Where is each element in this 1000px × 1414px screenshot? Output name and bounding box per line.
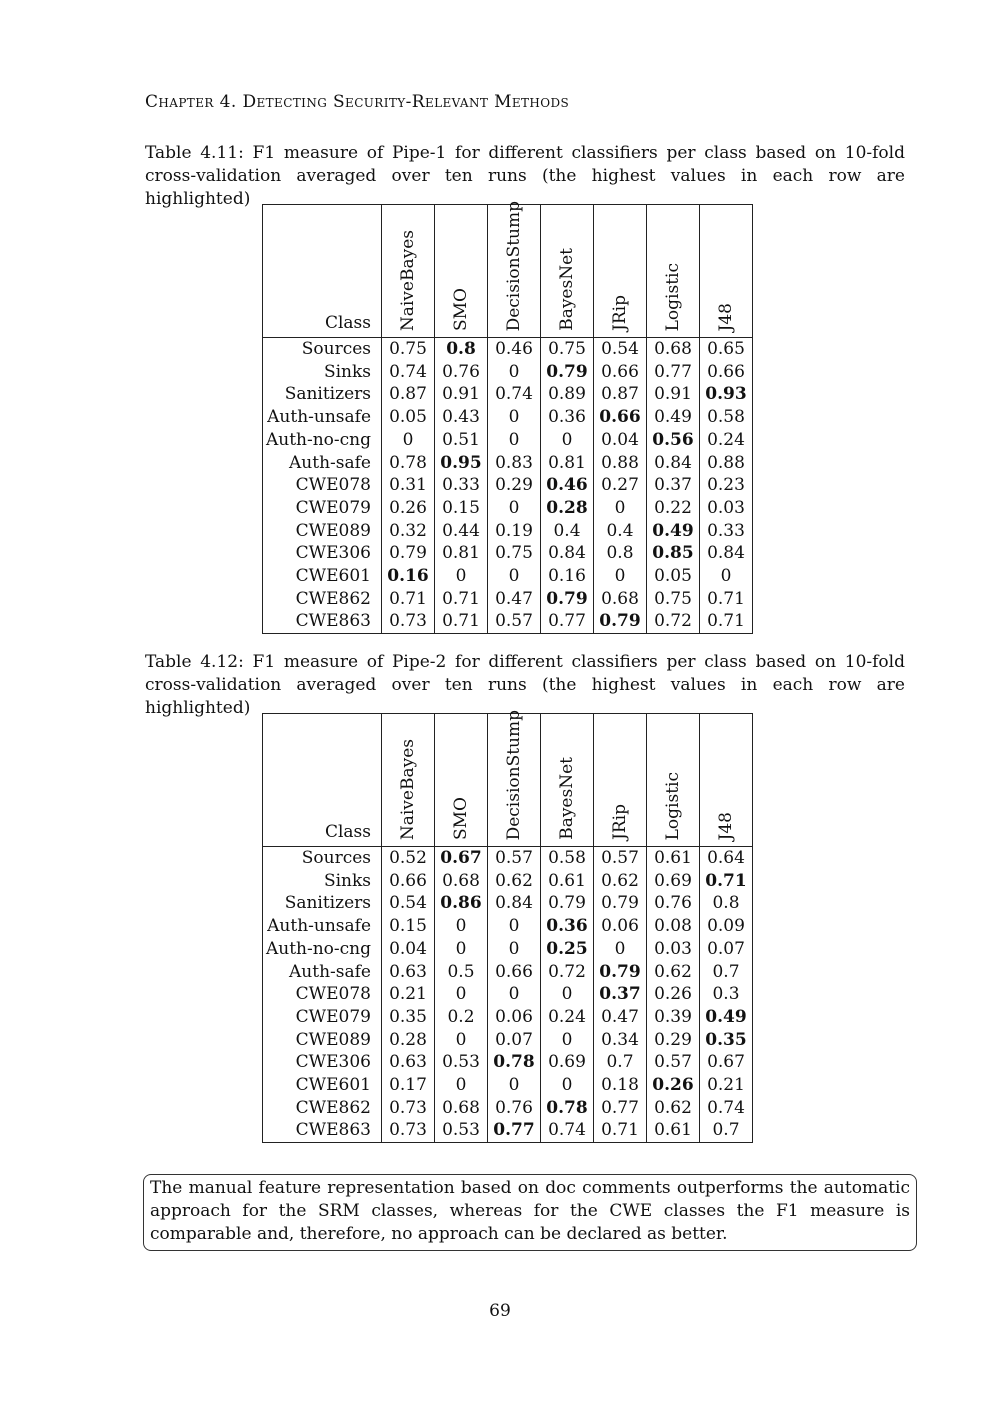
table-cell: 0.93 [700,383,753,406]
table-cell: 0.49 [647,406,700,429]
table-row [263,361,753,384]
table-cell: 0.61 [541,870,594,893]
table-cell: 0 [435,915,488,938]
table-cell: 0.07 [488,1029,541,1052]
row-label: Sanitizers [263,892,382,915]
table-cell: 0.71 [435,610,488,633]
table-cell: 0.91 [647,383,700,406]
table-cell: 0.22 [647,497,700,520]
table-cell: 0.8 [435,338,488,361]
table-cell: 0.5 [435,961,488,984]
table-row [263,610,753,633]
table-cell: 0.71 [435,588,488,611]
table-cell: 0 [435,983,488,1006]
table-cell: 0.75 [541,338,594,361]
row-label: Sources [263,847,382,870]
table-cell: 0.78 [541,1097,594,1120]
table-cell: 0 [700,565,753,588]
table-row [263,429,753,452]
table-row [263,1097,753,1120]
table-cell: 0.37 [594,983,647,1006]
table-cell: 0 [541,1074,594,1097]
table-cell: 0.23 [700,474,753,497]
table-cell: 0.74 [700,1097,753,1120]
table-cell: 0.61 [647,1119,700,1142]
column-header-label: Logistic [663,771,683,840]
table-row [263,474,753,497]
table-row [263,983,753,1006]
table-cell: 0.75 [488,542,541,565]
row-label: CWE863 [263,610,382,633]
table-cell: 0.84 [700,542,753,565]
table-cell: 0.87 [382,383,435,406]
table-cell: 0.71 [382,588,435,611]
table-cell: 0.81 [541,452,594,475]
table-cell: 0.76 [647,892,700,915]
table-cell: 0.79 [541,361,594,384]
column-header-label: DecisionStump [504,200,524,331]
table-cell: 0.8 [594,542,647,565]
row-label: CWE079 [263,497,382,520]
table-cell: 0.61 [647,847,700,870]
column-header-label: NaiveBayes [398,738,418,840]
table-cell: 0 [541,1029,594,1052]
row-label: Sinks [263,870,382,893]
table-row [263,1051,753,1074]
column-header-label: BayesNet [557,248,577,331]
table-row [263,1074,753,1097]
column-header-label: JRip [610,804,630,840]
table-cell: 0.4 [594,520,647,543]
table-cell: 0.73 [382,1119,435,1142]
table-cell: 0.21 [382,983,435,1006]
column-header-jrip [594,205,647,338]
table-cell: 0.53 [435,1051,488,1074]
table-row [263,961,753,984]
table-4-12-caption: Table 4.12: F1 measure of Pipe-2 for different classifiers per class based on 10-fold cross-validation averaged over ten runs (the highest values in each row are highlighted) [145,652,905,718]
table-cell: 0.08 [647,915,700,938]
table-cell: 0 [488,915,541,938]
table-cell: 0.89 [541,383,594,406]
table-cell: 0.26 [647,983,700,1006]
table-cell: 0.57 [594,847,647,870]
table-cell: 0.26 [647,1074,700,1097]
row-label: CWE078 [263,474,382,497]
table-cell: 0.3 [700,983,753,1006]
row-label: Auth-no-cng [263,429,382,452]
table-row [263,588,753,611]
column-header-label: SMO [451,797,471,840]
table-cell: 0.35 [382,1006,435,1029]
table-cell: 0.04 [594,429,647,452]
table-cell: 0.35 [700,1029,753,1052]
table-cell: 0 [488,938,541,961]
table-cell: 0.73 [382,1097,435,1120]
table-cell: 0.34 [594,1029,647,1052]
table-cell: 0.75 [647,588,700,611]
column-header-j48 [700,714,753,847]
row-label: Sanitizers [263,383,382,406]
table-cell: 0 [435,565,488,588]
table-cell: 0.24 [541,1006,594,1029]
row-label: CWE078 [263,983,382,1006]
table-cell: 0.71 [594,1119,647,1142]
table-body [263,847,753,1143]
table-row [263,915,753,938]
table-cell: 0.77 [594,1097,647,1120]
table-cell: 0 [594,565,647,588]
table-cell: 0.56 [647,429,700,452]
table-cell: 0.19 [488,520,541,543]
table-cell: 0.84 [541,542,594,565]
table-cell: 0.36 [541,406,594,429]
column-header-j48 [700,205,753,338]
class-column-header: Class [263,205,382,338]
table-cell: 0.68 [435,870,488,893]
table-cell: 0.52 [382,847,435,870]
column-header-label: Logistic [663,262,683,331]
table-cell: 0.78 [488,1051,541,1074]
table-cell: 0.54 [594,338,647,361]
row-label: Auth-safe [263,961,382,984]
table-row [263,847,753,870]
row-label: CWE863 [263,1119,382,1142]
table-cell: 0.58 [541,847,594,870]
row-label: CWE601 [263,1074,382,1097]
table-cell: 0.81 [435,542,488,565]
summary-box: The manual feature representation based on doc comments outperforms the automatic approach for the SRM classes, whereas for the CWE classes the F1 measure is comparable and, therefore, no approach can be declared as better. [143,1174,917,1251]
table-cell: 0.05 [382,406,435,429]
table-cell: 0.74 [382,361,435,384]
table-cell: 0.7 [700,961,753,984]
table-cell: 0.79 [382,542,435,565]
column-header-naivebayes [382,714,435,847]
table-cell: 0.85 [647,542,700,565]
page-number: 69 [489,1301,511,1321]
table-cell: 0.63 [382,1051,435,1074]
column-header-label: SMO [451,288,471,331]
table-body [263,338,753,634]
table-cell: 0.18 [594,1074,647,1097]
table-cell: 0 [488,429,541,452]
table-cell: 0.49 [700,1006,753,1029]
table-cell: 0.21 [700,1074,753,1097]
table-cell: 0.71 [700,588,753,611]
table-cell: 0.16 [382,565,435,588]
table-cell: 0.49 [647,520,700,543]
column-header-logistic [647,205,700,338]
table-cell: 0 [488,361,541,384]
table-cell: 0.62 [647,961,700,984]
table-cell: 0.66 [382,870,435,893]
table-cell: 0.65 [700,338,753,361]
table-cell: 0.77 [541,610,594,633]
table-cell: 0.79 [594,610,647,633]
column-header-label: NaiveBayes [398,229,418,331]
table-cell: 0 [541,429,594,452]
column-header-bayesnet [541,714,594,847]
table-row [263,565,753,588]
table-cell: 0.87 [594,383,647,406]
table-cell: 0.62 [594,870,647,893]
table-cell: 0.91 [435,383,488,406]
table-cell: 0.76 [488,1097,541,1120]
column-header-label: J48 [716,302,736,331]
table-cell: 0.69 [647,870,700,893]
table-cell: 0.7 [700,1119,753,1142]
table-cell: 0.47 [488,588,541,611]
table-4-11 [262,200,753,634]
table-header-row [263,714,753,847]
table-cell: 0.4 [541,520,594,543]
table-cell: 0.2 [435,1006,488,1029]
table-cell: 0.66 [488,961,541,984]
class-column-header: Class [263,714,382,847]
table-cell: 0.03 [647,938,700,961]
row-label: CWE862 [263,1097,382,1120]
table-cell: 0 [488,497,541,520]
table-cell: 0 [594,497,647,520]
row-label: Sinks [263,361,382,384]
table-row [263,1006,753,1029]
table-cell: 0.51 [435,429,488,452]
table-cell: 0.95 [435,452,488,475]
row-label: CWE089 [263,1029,382,1052]
column-header-decisionstump [488,709,541,847]
table-cell: 0.67 [700,1051,753,1074]
table-cell: 0.88 [700,452,753,475]
table-cell: 0.69 [541,1051,594,1074]
table-cell: 0.15 [382,915,435,938]
row-label: CWE089 [263,520,382,543]
table-cell: 0.86 [435,892,488,915]
table-cell: 0.43 [435,406,488,429]
table-cell: 0 [435,1029,488,1052]
table-cell: 0.72 [541,961,594,984]
table-cell: 0.04 [382,938,435,961]
table-cell: 0.66 [594,361,647,384]
table-row [263,892,753,915]
table-cell: 0 [488,406,541,429]
table-cell: 0.79 [594,961,647,984]
table-row [263,406,753,429]
table-cell: 0.58 [700,406,753,429]
column-header-logistic [647,714,700,847]
table-cell: 0.71 [700,870,753,893]
column-header-label: J48 [716,811,736,840]
table-cell: 0.79 [594,892,647,915]
table-cell: 0.36 [541,915,594,938]
table-cell: 0.63 [382,961,435,984]
table-cell: 0.15 [435,497,488,520]
column-header-decisionstump [488,200,541,338]
table-cell: 0.46 [488,338,541,361]
table-cell: 0.09 [700,915,753,938]
table-cell: 0.77 [488,1119,541,1142]
table-cell: 0.33 [435,474,488,497]
table-cell: 0.28 [382,1029,435,1052]
table-cell: 0.17 [382,1074,435,1097]
table-row [263,870,753,893]
table-cell: 0.57 [647,1051,700,1074]
table-cell: 0.64 [700,847,753,870]
row-label: CWE862 [263,588,382,611]
table-cell: 0.79 [541,588,594,611]
table-cell: 0.68 [435,1097,488,1120]
table-cell: 0.24 [700,429,753,452]
row-label: Auth-no-cng [263,938,382,961]
table-cell: 0 [488,565,541,588]
table-cell: 0.68 [647,338,700,361]
table-4-11-caption: Table 4.11: F1 measure of Pipe-1 for different classifiers per class based on 10-fold cross-validation averaged over ten runs (the highest values in each row are highlighted) [145,143,905,209]
table-row [263,338,753,361]
table-cell: 0 [594,938,647,961]
row-label: Sources [263,338,382,361]
table-cell: 0.57 [488,847,541,870]
row-label: Auth-unsafe [263,915,382,938]
table-cell: 0.29 [488,474,541,497]
row-label: CWE306 [263,542,382,565]
table-cell: 0.77 [647,361,700,384]
table-cell: 0.71 [700,610,753,633]
table-cell: 0 [435,938,488,961]
column-header-smo [435,205,488,338]
table-cell: 0 [541,983,594,1006]
row-label: CWE601 [263,565,382,588]
table-cell: 0.88 [594,452,647,475]
table-row [263,383,753,406]
table-cell: 0.62 [488,870,541,893]
table-cell: 0.16 [541,565,594,588]
table-cell: 0.03 [700,497,753,520]
table-cell: 0.67 [435,847,488,870]
table-cell: 0.7 [594,1051,647,1074]
table-cell: 0 [435,1074,488,1097]
table-cell: 0.78 [382,452,435,475]
table-row [263,938,753,961]
table-cell: 0.84 [647,452,700,475]
table-cell: 0.39 [647,1006,700,1029]
running-header: Chapter 4. Detecting Security-Relevant Methods [145,92,570,112]
table-row [263,520,753,543]
column-header-jrip [594,714,647,847]
table-cell: 0.05 [647,565,700,588]
table-cell: 0.74 [541,1119,594,1142]
table-cell: 0 [488,983,541,1006]
table-cell: 0.27 [594,474,647,497]
table-cell: 0.06 [594,915,647,938]
table-cell: 0.25 [541,938,594,961]
column-header-label: JRip [610,295,630,331]
table-cell: 0.44 [435,520,488,543]
column-header-smo [435,714,488,847]
table-cell: 0.79 [541,892,594,915]
table-cell: 0 [382,429,435,452]
table-cell: 0.31 [382,474,435,497]
table-cell: 0.26 [382,497,435,520]
table-row [263,542,753,565]
table-cell: 0.84 [488,892,541,915]
table-cell: 0.68 [594,588,647,611]
table-row [263,497,753,520]
table-row [263,1119,753,1142]
table-cell: 0.62 [647,1097,700,1120]
row-label: Auth-unsafe [263,406,382,429]
column-header-bayesnet [541,205,594,338]
column-header-naivebayes [382,205,435,338]
table-row [263,452,753,475]
table-4-12 [262,709,753,1143]
table-cell: 0.37 [647,474,700,497]
table-cell: 0.73 [382,610,435,633]
table-cell: 0.74 [488,383,541,406]
table-cell: 0.46 [541,474,594,497]
column-header-label: DecisionStump [504,709,524,840]
table-cell: 0.57 [488,610,541,633]
table-cell: 0.54 [382,892,435,915]
table-cell: 0.06 [488,1006,541,1029]
column-header-label: BayesNet [557,757,577,840]
table-cell: 0.83 [488,452,541,475]
row-label: CWE306 [263,1051,382,1074]
table-cell: 0.28 [541,497,594,520]
table-cell: 0.66 [700,361,753,384]
table-row [263,1029,753,1052]
table-cell: 0.32 [382,520,435,543]
table-cell: 0.29 [647,1029,700,1052]
table-cell: 0.8 [700,892,753,915]
table-cell: 0.75 [382,338,435,361]
row-label: Auth-safe [263,452,382,475]
row-label: CWE079 [263,1006,382,1029]
table-cell: 0.53 [435,1119,488,1142]
table-cell: 0.33 [700,520,753,543]
table-cell: 0.76 [435,361,488,384]
table-header-row [263,205,753,338]
table-cell: 0 [488,1074,541,1097]
table-cell: 0.72 [647,610,700,633]
table-cell: 0.07 [700,938,753,961]
table-cell: 0.47 [594,1006,647,1029]
table-cell: 0.66 [594,406,647,429]
